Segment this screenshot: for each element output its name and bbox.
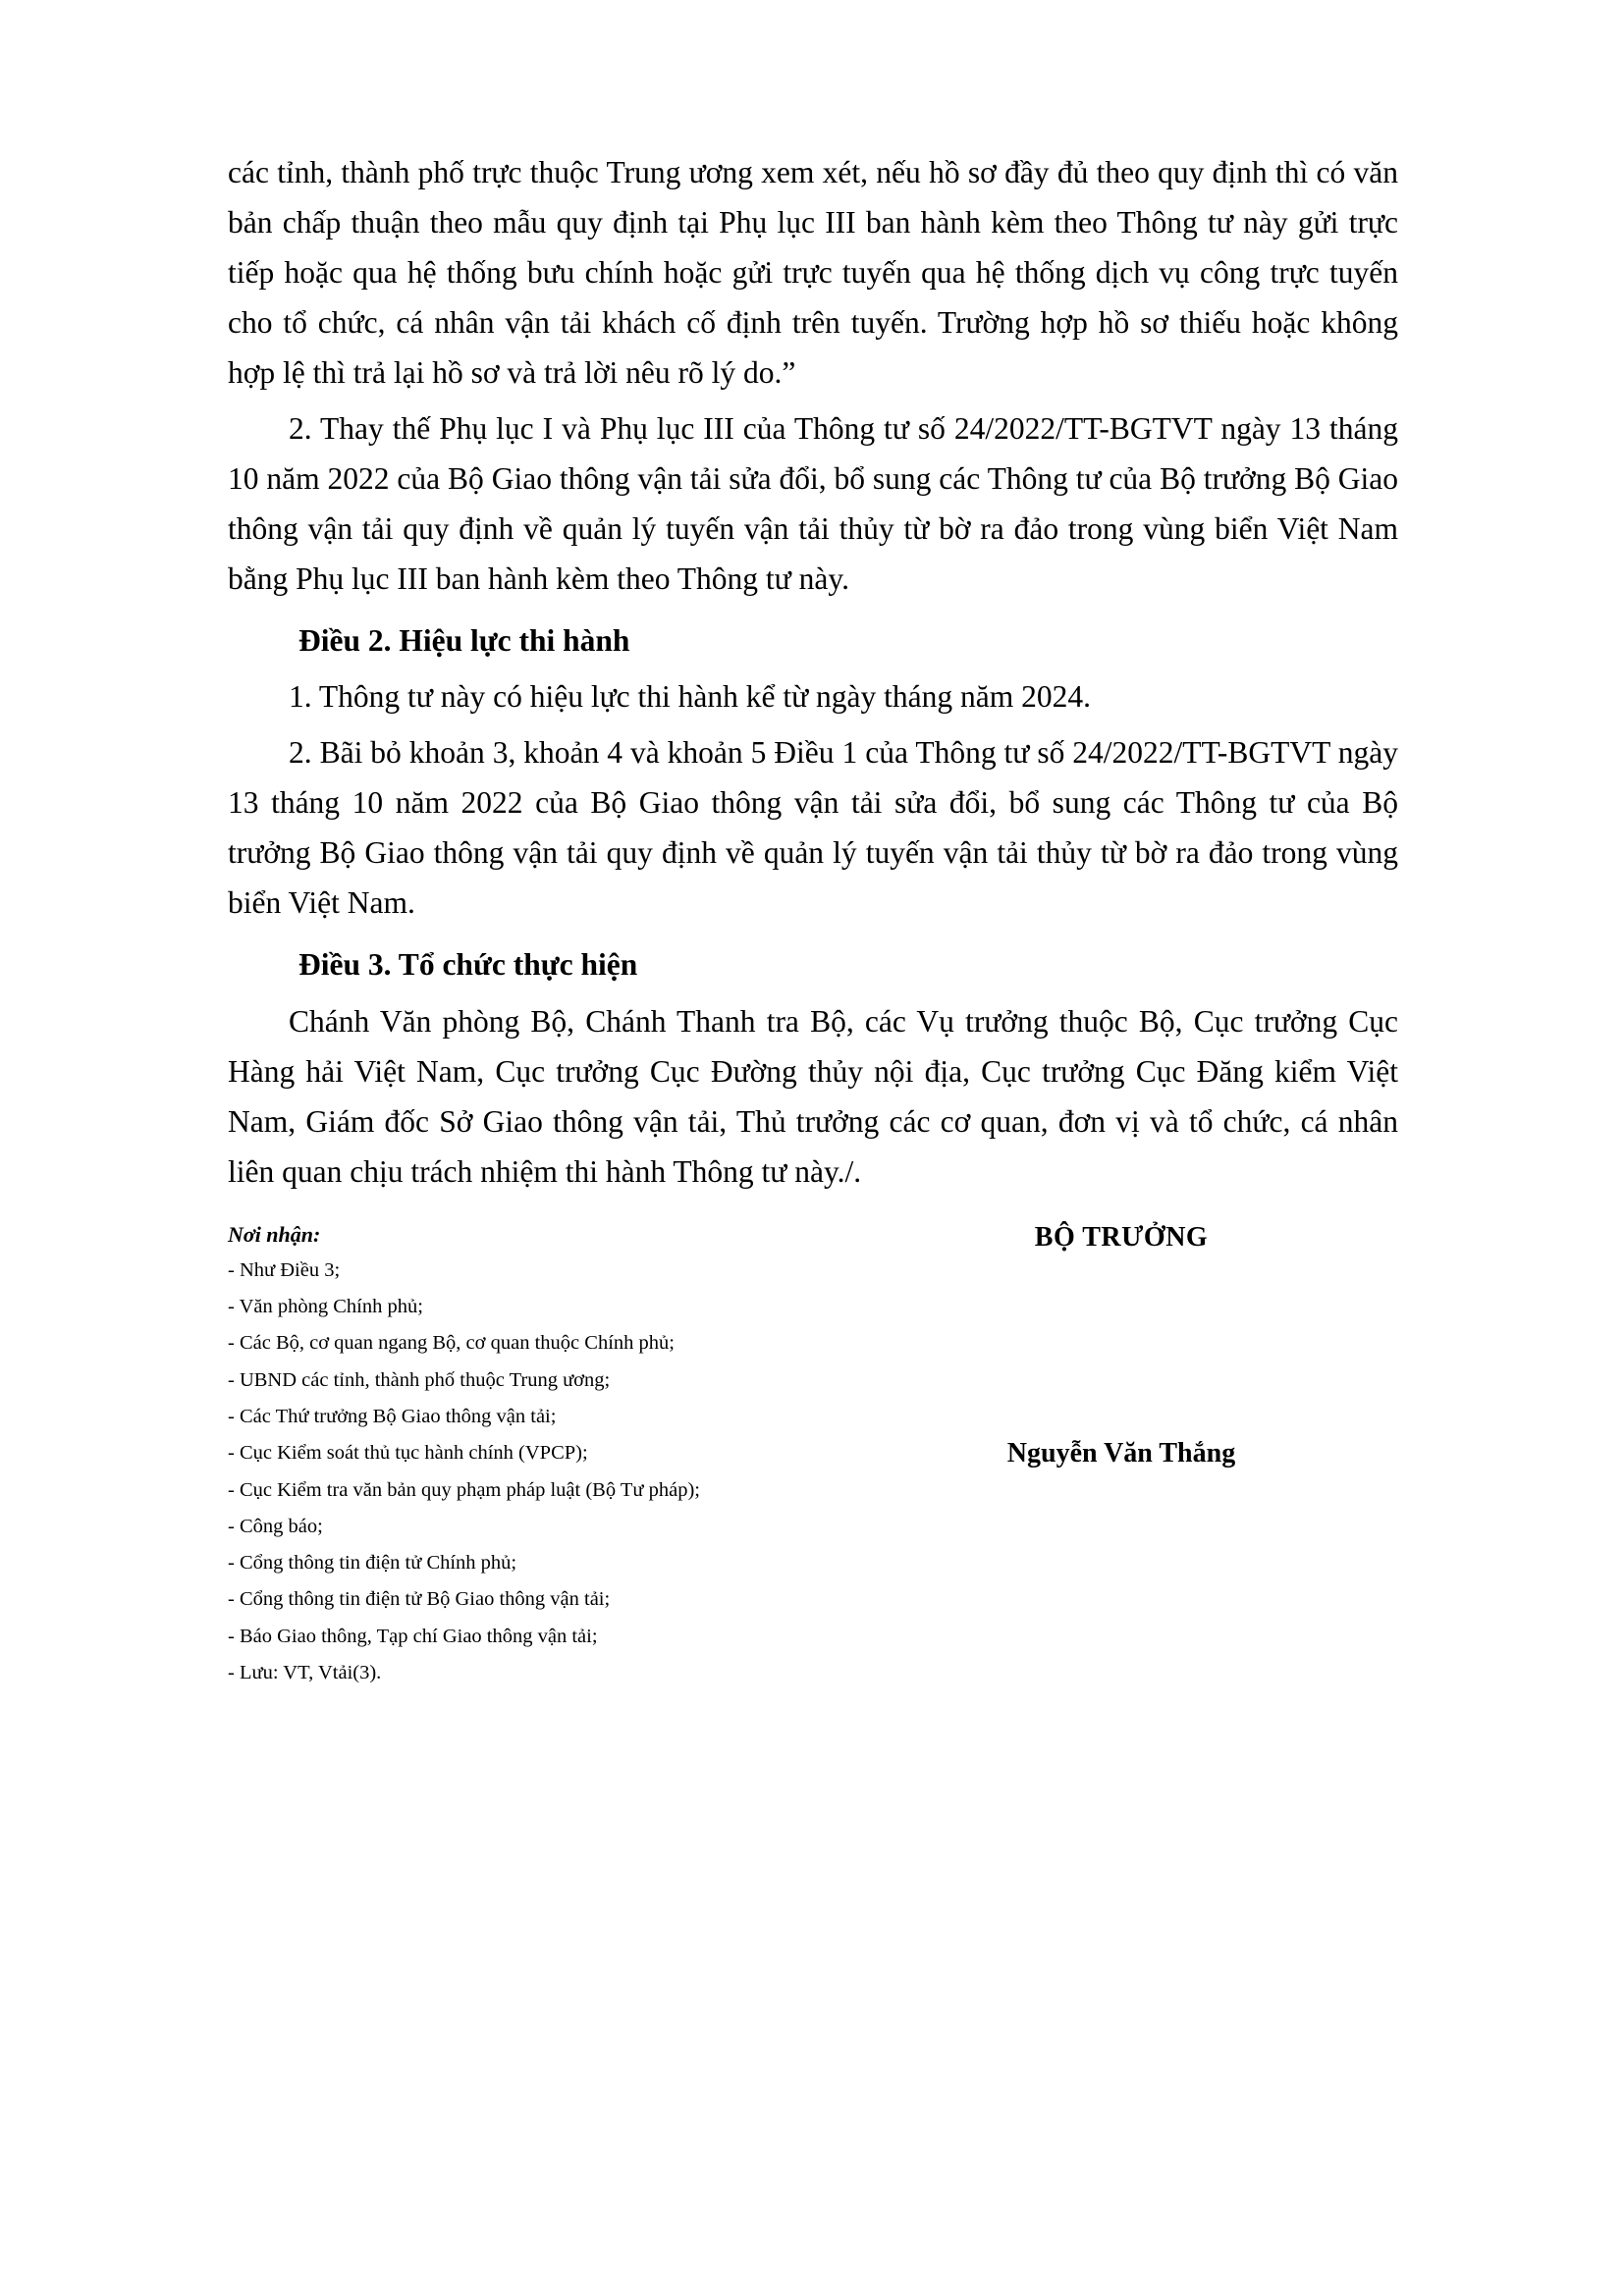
list-item: - Như Điều 3; bbox=[228, 1258, 341, 1281]
list-item: - UBND các tỉnh, thành phố thuộc Trung ương; bbox=[228, 1368, 611, 1391]
recipients-list bbox=[228, 1222, 778, 1692]
article2-clause-1: 1. Thông tư này có hiệu lực thi hành kể từ ngày tháng năm 2024. bbox=[289, 679, 1091, 715]
paragraph-clause-2: 2. Thay thế Phụ lục I và Phụ lục III của Thông tư số 24/2022/TT-BGTVT ngày 13 tháng 10 năm 2022 của Bộ Giao thông vận tải sửa đổi, bổ sung các Thông tư của Bộ trưởng Bộ Giao thông vận tải quy định về quản lý tuyến vận tải thủy từ bờ ra đảo trong vùng biển Việt Nam bằng Phụ lục III ban hành kèm theo Thông tư này. bbox=[228, 411, 1398, 597]
article3-clause-1: Chánh Văn phòng Bộ, Chánh Thanh tra Bộ, các Vụ trưởng thuộc Bộ, Cục trưởng Cục Hàng hải Việt Nam, Cục trưởng Cục Đường thủy nội địa, Cục trưởng Cục Đăng kiểm Việt Nam, Giám đốc Sở Giao thông vận tải, Thủ trưởng các cơ quan, đơn vị và tổ chức, cá nhân liên quan chịu trách nhiệm thi hành Thông tư này./. bbox=[228, 1003, 1398, 1189]
recipients-title: Nơi nhận: bbox=[228, 1221, 321, 1247]
list-item: - Các Bộ, cơ quan ngang Bộ, cơ quan thuộc Chính phủ; bbox=[228, 1332, 675, 1355]
signature-block bbox=[228, 1221, 1398, 1684]
heading-article-3: Điều 3. Tổ chức thực hiện bbox=[298, 947, 638, 983]
list-item: - Cổng thông tin điện tử Chính phủ; bbox=[228, 1552, 517, 1575]
list-item: - Lưu: VT, Vtải(3). bbox=[228, 1662, 382, 1684]
list-item: - Công báo; bbox=[228, 1515, 323, 1537]
document-body bbox=[228, 147, 1398, 1684]
list-item: - Báo Giao thông, Tạp chí Giao thông vận tải; bbox=[228, 1625, 598, 1647]
recipients-items bbox=[228, 1253, 778, 1692]
list-item: - Cục Kiểm soát thủ tục hành chính (VPCP); bbox=[228, 1442, 588, 1465]
signer-area bbox=[856, 1222, 1386, 1469]
signer-name: Nguyễn Văn Thắng bbox=[1006, 1437, 1236, 1468]
list-item: - Các Thứ trưởng Bộ Giao thông vận tải; bbox=[228, 1405, 557, 1427]
list-item: - Cổng thông tin điện tử Bộ Giao thông vận tải; bbox=[228, 1588, 611, 1611]
paragraph-continued: các tỉnh, thành phố trực thuộc Trung ương xem xét, nếu hồ sơ đầy đủ theo quy định thì có văn bản chấp thuận theo mẫu quy định tại Phụ lục III ban hành kèm theo Thông tư này gửi trực tiếp hoặc qua hệ thống bưu chính hoặc gửi trực tuyến qua hệ thống dịch vụ công trực tuyến cho tổ chức, cá nhân vận tải khách cố định trên tuyến. Trường hợp hồ sơ thiếu hoặc không hợp lệ thì trả lại hồ sơ và trả lời nêu rõ lý do.” bbox=[228, 155, 1398, 391]
signer-title: BỘ TRƯỞNG bbox=[1034, 1221, 1209, 1253]
heading-article-2: Điều 2. Hiệu lực thi hành bbox=[298, 623, 630, 659]
article2-clause-2: 2. Bãi bỏ khoản 3, khoản 4 và khoản 5 Điều 1 của Thông tư số 24/2022/TT-BGTVT ngày 13 tháng 10 năm 2022 của Bộ Giao thông vận tải sửa đổi, bổ sung các Thông tư của Bộ trưởng Bộ Giao thông vận tải quy định về quản lý tuyến vận tải thủy từ bờ ra đảo trong vùng biển Việt Nam. bbox=[228, 735, 1398, 921]
list-item: - Văn phòng Chính phủ; bbox=[228, 1296, 423, 1318]
list-item: - Cục Kiểm tra văn bản quy phạm pháp luật (Bộ Tư pháp); bbox=[228, 1478, 700, 1501]
